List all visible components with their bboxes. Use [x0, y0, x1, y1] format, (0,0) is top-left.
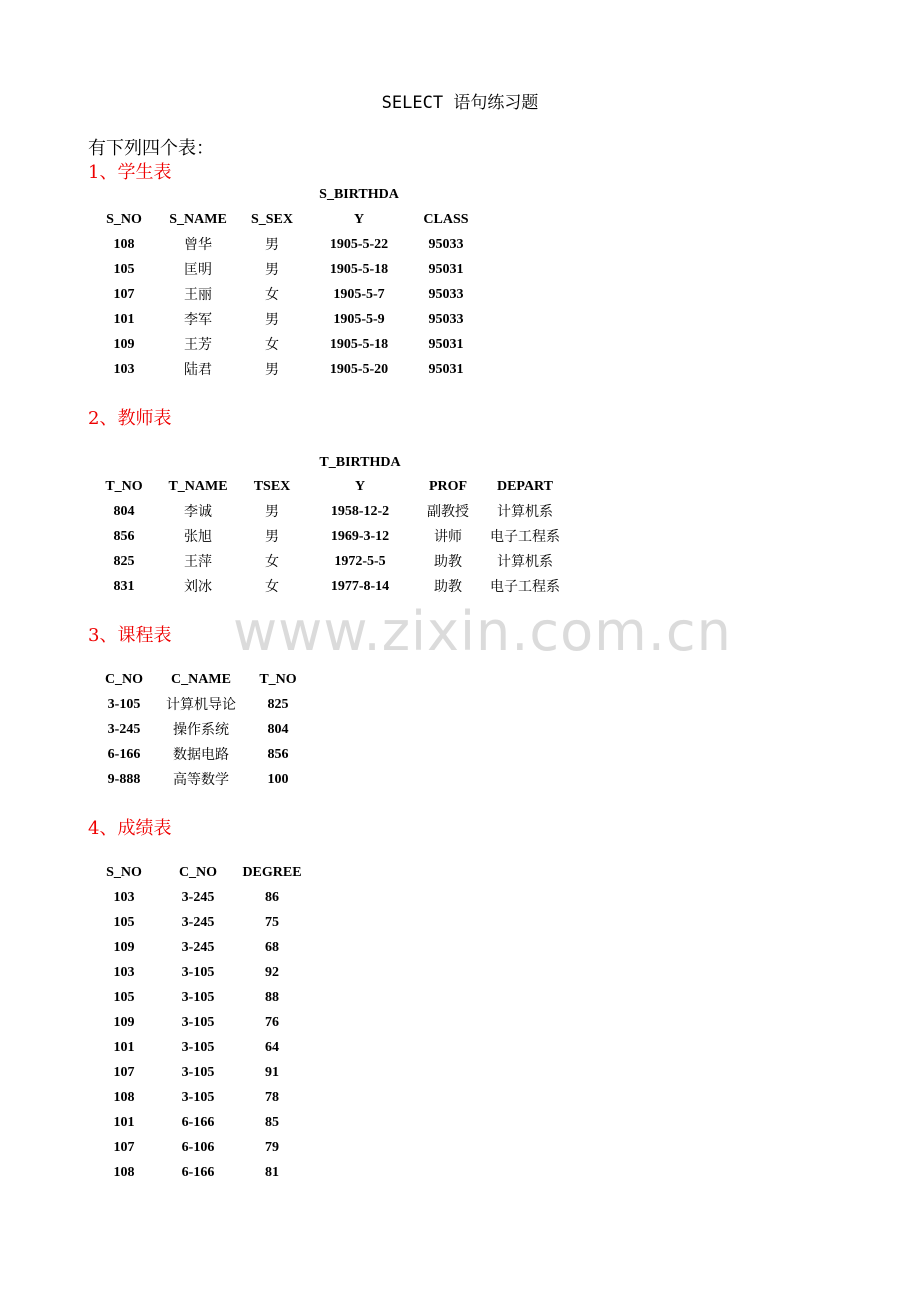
table-cell: 85 — [265, 1115, 279, 1130]
table-cell: 3-245 — [181, 890, 215, 905]
table-cell: 856 — [113, 529, 135, 544]
table-cell: 81 — [265, 1165, 279, 1180]
table-cell: 计算机导论 — [166, 697, 236, 713]
table-cell: 助教 — [434, 554, 462, 570]
table-cell: 86 — [265, 890, 279, 905]
table-cell: 数据电路 — [173, 747, 229, 763]
column-header-upper: T_BIRTHDA — [319, 455, 401, 470]
table-cell: 109 — [113, 1015, 135, 1030]
table-cell: 831 — [113, 579, 135, 594]
column-header: T_NO — [105, 479, 143, 494]
table-cell: 856 — [267, 747, 289, 762]
column-header: T_NAME — [168, 479, 228, 494]
column-header: TSEX — [253, 479, 291, 494]
table-cell: 副教授 — [427, 504, 469, 520]
table-cell: 1905-5-22 — [329, 237, 389, 252]
table-cell: 计算机系 — [497, 554, 553, 570]
table-cell: 76 — [265, 1015, 279, 1030]
table-cell: 刘冰 — [184, 579, 212, 595]
page-title: SELECT 语句练习题 — [381, 93, 539, 113]
table-cell: 64 — [265, 1040, 279, 1055]
column-header: DEGREE — [242, 865, 302, 880]
table-cell: 95031 — [428, 337, 464, 352]
table-cell: 68 — [265, 940, 279, 955]
table-cell: 105 — [113, 262, 135, 277]
table-cell: 男 — [265, 362, 279, 378]
table-cell: 88 — [265, 990, 279, 1005]
table-cell: 女 — [265, 337, 279, 353]
table-cell: 女 — [265, 554, 279, 570]
table-cell: 3-105 — [181, 1040, 215, 1055]
column-header: S_NO — [106, 212, 142, 227]
column-header: Y — [354, 479, 366, 494]
table-cell: 3-105 — [181, 1015, 215, 1030]
column-header: S_NAME — [169, 212, 227, 227]
table-cell: 女 — [265, 287, 279, 303]
intro-text: 有下列四个表： — [88, 138, 214, 159]
section-heading-students: 1、学生表 — [88, 162, 172, 183]
table-cell: 6-106 — [181, 1140, 215, 1155]
table-cell: 109 — [113, 337, 135, 352]
table-cell: 105 — [113, 915, 135, 930]
table-cell: 103 — [113, 965, 135, 980]
table-cell: 3-105 — [181, 965, 215, 980]
table-cell: 75 — [265, 915, 279, 930]
table-cell: 9-888 — [107, 772, 141, 787]
table-cell: 1905-5-9 — [333, 312, 385, 327]
table-cell: 男 — [265, 504, 279, 520]
table-cell: 匡明 — [184, 262, 212, 278]
column-header: S_NO — [106, 865, 142, 880]
table-cell: 95033 — [428, 287, 464, 302]
column-header: T_NO — [259, 672, 297, 687]
table-cell: 95033 — [428, 312, 464, 327]
table-cell: 曾华 — [184, 237, 212, 253]
table-cell: 1905-5-7 — [333, 287, 385, 302]
column-header: C_NO — [178, 865, 218, 880]
table-cell: 张旭 — [184, 529, 212, 545]
table-cell: 3-105 — [181, 1090, 215, 1105]
section-heading-courses: 3、课程表 — [88, 625, 172, 646]
table-cell: 电子工程系 — [490, 579, 560, 595]
table-cell: 78 — [265, 1090, 279, 1105]
table-cell: 101 — [113, 1115, 135, 1130]
table-cell: 3-105 — [181, 990, 215, 1005]
table-cell: 825 — [267, 697, 289, 712]
section-heading-scores: 4、成绩表 — [88, 818, 172, 839]
table-cell: 男 — [265, 262, 279, 278]
table-cell: 1905-5-20 — [329, 362, 389, 377]
table-cell: 1977-8-14 — [330, 579, 390, 594]
table-cell: 825 — [113, 554, 135, 569]
table-cell: 女 — [265, 579, 279, 595]
table-cell: 1972-5-5 — [334, 554, 386, 569]
table-cell: 3-105 — [181, 1065, 215, 1080]
column-header: PROF — [428, 479, 468, 494]
table-cell: 95031 — [428, 262, 464, 277]
table-cell: 107 — [113, 1140, 135, 1155]
table-cell: 讲师 — [434, 529, 462, 545]
column-header: C_NO — [104, 672, 144, 687]
table-cell: 王芳 — [184, 337, 212, 353]
table-cell: 109 — [113, 940, 135, 955]
table-cell: 3-245 — [107, 722, 141, 737]
table-cell: 男 — [265, 529, 279, 545]
table-cell: 103 — [113, 890, 135, 905]
table-cell: 李诚 — [184, 504, 212, 520]
table-cell: 105 — [113, 990, 135, 1005]
table-cell: 95031 — [428, 362, 464, 377]
table-cell: 1958-12-2 — [330, 504, 390, 519]
table-cell: 103 — [113, 362, 135, 377]
table-cell: 操作系统 — [173, 722, 229, 738]
table-cell: 79 — [265, 1140, 279, 1155]
table-cell: 李军 — [184, 312, 212, 328]
table-cell: 电子工程系 — [490, 529, 560, 545]
column-header: Y — [353, 212, 365, 227]
table-cell: 3-245 — [181, 915, 215, 930]
table-cell: 100 — [267, 772, 289, 787]
table-cell: 6-166 — [107, 747, 141, 762]
column-header: DEPART — [496, 479, 554, 494]
table-cell: 助教 — [434, 579, 462, 595]
table-cell: 804 — [113, 504, 135, 519]
column-header-upper: S_BIRTHDA — [319, 187, 399, 202]
table-cell: 3-105 — [107, 697, 141, 712]
table-cell: 王丽 — [184, 287, 212, 303]
watermark: www.zixin.com.cn — [233, 600, 732, 663]
table-cell: 108 — [113, 237, 135, 252]
table-cell: 6-166 — [181, 1165, 215, 1180]
table-cell: 108 — [113, 1090, 135, 1105]
table-cell: 陆君 — [184, 362, 212, 378]
table-cell: 101 — [113, 312, 135, 327]
table-cell: 高等数学 — [173, 772, 229, 788]
table-cell: 108 — [113, 1165, 135, 1180]
table-cell: 107 — [113, 1065, 135, 1080]
table-cell: 95033 — [428, 237, 464, 252]
table-cell: 计算机系 — [497, 504, 553, 520]
table-cell: 3-245 — [181, 940, 215, 955]
table-cell: 92 — [265, 965, 279, 980]
section-heading-teachers: 2、教师表 — [88, 408, 172, 429]
table-cell: 王萍 — [184, 554, 212, 570]
table-cell: 1905-5-18 — [329, 262, 389, 277]
table-cell: 91 — [265, 1065, 279, 1080]
column-header: CLASS — [423, 212, 469, 227]
table-cell: 804 — [267, 722, 289, 737]
column-header: S_SEX — [250, 212, 294, 227]
table-cell: 6-166 — [181, 1115, 215, 1130]
column-header: C_NAME — [171, 672, 231, 687]
table-cell: 107 — [113, 287, 135, 302]
table-cell: 男 — [265, 312, 279, 328]
table-cell: 1905-5-18 — [329, 337, 389, 352]
table-cell: 101 — [113, 1040, 135, 1055]
table-cell: 1969-3-12 — [330, 529, 390, 544]
table-cell: 男 — [265, 237, 279, 253]
